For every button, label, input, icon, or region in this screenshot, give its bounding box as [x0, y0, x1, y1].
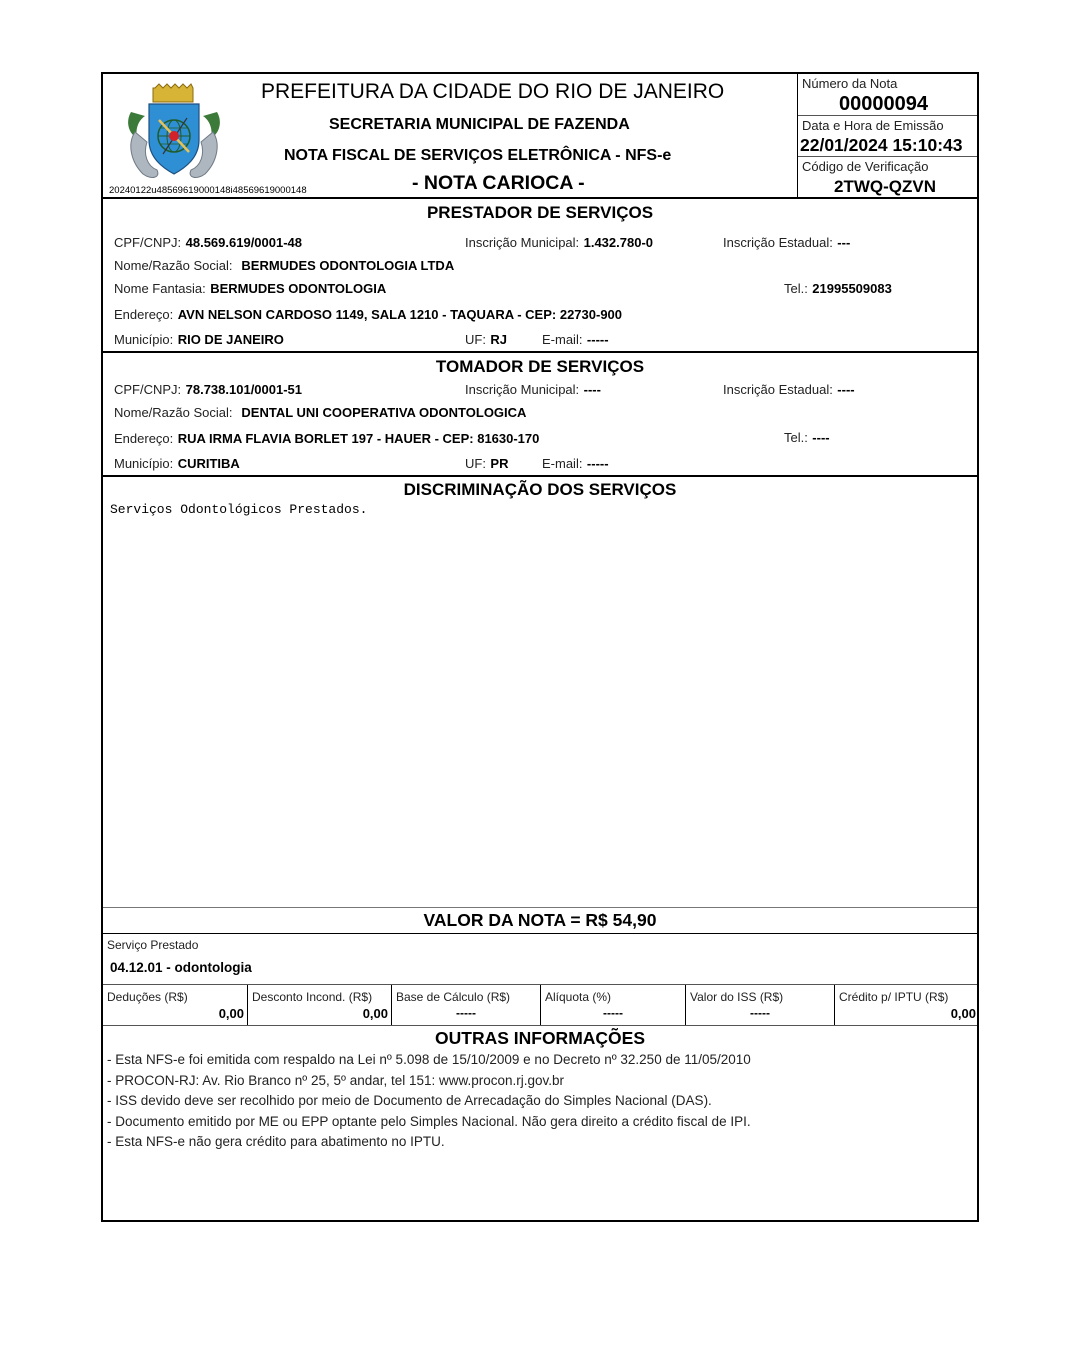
- divider: [798, 115, 977, 116]
- tributo-desconto: [248, 985, 391, 1025]
- info-line: - ISS devido deve ser recolhido por meio de Documento de Arrecadação do Simples Nacional (DAS).: [107, 1093, 712, 1108]
- label: E-mail:: [542, 456, 583, 471]
- label: Município:: [114, 456, 174, 471]
- label: Tel.:: [784, 430, 808, 445]
- secretaria-title: SECRETARIA MUNICIPAL DE FAZENDA: [329, 116, 630, 133]
- label: Inscrição Estadual:: [723, 382, 833, 397]
- info-line: - Documento emitido por ME ou EPP optante pelo Simples Nacional. Não gera direito a crédito fiscal de IPI.: [107, 1114, 751, 1129]
- divider: [103, 475, 977, 477]
- verificacao-label: Código de Verificação: [802, 159, 929, 174]
- prestador-email: -----: [586, 332, 609, 347]
- prestador-cnpj: 48.569.619/0001-48: [185, 235, 303, 250]
- divider: [103, 1025, 977, 1026]
- divider: [103, 351, 977, 353]
- tributo-valor-iss: [686, 985, 834, 1025]
- numero-label: Número da Nota: [802, 76, 898, 91]
- tributo-deducoes: [103, 985, 247, 1025]
- servico-value: 04.12.01 - odontologia: [110, 960, 252, 975]
- tributo-credito-iptu: [835, 985, 977, 1025]
- label: Nome Fantasia:: [114, 281, 206, 296]
- tomador-email: -----: [586, 456, 609, 471]
- prestador-im: 1.432.780-0: [583, 235, 654, 250]
- value: 0,00: [950, 1006, 976, 1021]
- value: -----: [603, 1006, 623, 1020]
- divider: [797, 74, 798, 198]
- tomador-endereco: RUA IRMA FLAVIA BORLET 197 - HAUER - CEP: 81630-170: [177, 431, 540, 446]
- label: CPF/CNPJ:: [114, 382, 182, 397]
- section-title: DISCRIMINAÇÃO DOS SERVIÇOS: [403, 480, 677, 499]
- label: Inscrição Municipal:: [465, 382, 580, 397]
- info-line: - PROCON-RJ: Av. Rio Branco nº 25, 5º andar, tel 151: www.procon.rj.gov.br: [107, 1073, 565, 1088]
- info-line: - Esta NFS-e não gera crédito para abatimento no IPTU.: [107, 1134, 445, 1149]
- tributo-base-calculo: [392, 985, 540, 1025]
- tomador-municipio: CURITIBA: [177, 456, 240, 471]
- tomador-tel: ----: [812, 430, 830, 445]
- value: -----: [750, 1006, 770, 1020]
- label: Crédito p/ IPTU (R$): [839, 990, 949, 1004]
- tomador-uf: PR: [490, 456, 509, 471]
- label: Base de Cálculo (R$): [396, 990, 511, 1004]
- label: Nome/Razão Social:: [114, 258, 233, 273]
- divider: [798, 156, 977, 157]
- emissao-value: 22/01/2024 15:10:43: [800, 135, 963, 155]
- tomador-im: ----: [583, 382, 601, 397]
- label: Inscrição Municipal:: [465, 235, 580, 250]
- section-title: TOMADOR DE SERVIÇOS: [435, 357, 645, 376]
- divider: [103, 197, 977, 199]
- label: Nome/Razão Social:: [114, 405, 233, 420]
- prestador-tel: 21995509083: [812, 281, 892, 296]
- prestador-ie: ---: [837, 235, 851, 250]
- label: Tel.:: [784, 281, 808, 296]
- label: Alíquota (%): [545, 990, 612, 1004]
- prestador-razao-social: BERMUDES ODONTOLOGIA LTDA: [241, 258, 455, 273]
- prestador-endereco: AVN NELSON CARDOSO 1149, SALA 1210 - TAQUARA - CEP: 22730-900: [177, 307, 623, 322]
- tributo-aliquota: [541, 985, 685, 1025]
- label: Desconto Incond. (R$): [252, 990, 373, 1004]
- label: Endereço:: [114, 307, 174, 322]
- label: Deduções (R$): [107, 990, 188, 1004]
- value: 0,00: [218, 1006, 244, 1021]
- prestador-uf: RJ: [490, 332, 508, 347]
- value: 0,00: [362, 1006, 388, 1021]
- servico-label: Serviço Prestado: [107, 938, 199, 952]
- doc-type-title: NOTA FISCAL DE SERVIÇOS ELETRÔNICA - NFS-e: [284, 147, 672, 164]
- tomador-cnpj: 78.738.101/0001-51: [185, 382, 303, 397]
- label: Endereço:: [114, 431, 174, 446]
- valor-da-nota: VALOR DA NOTA = R$ 54,90: [423, 910, 657, 930]
- label: Valor do ISS (R$): [690, 990, 784, 1004]
- prestador-municipio: RIO DE JANEIRO: [177, 332, 284, 347]
- label: UF:: [465, 332, 486, 347]
- label: Município:: [114, 332, 174, 347]
- section-title: PRESTADOR DE SERVIÇOS: [426, 203, 654, 222]
- label: CPF/CNPJ:: [114, 235, 182, 250]
- section-title: OUTRAS INFORMAÇÕES: [435, 1028, 645, 1048]
- prestador-nome-fantasia: BERMUDES ODONTOLOGIA: [210, 281, 387, 296]
- label: E-mail:: [542, 332, 583, 347]
- tomador-ie: ----: [837, 382, 855, 397]
- emissao-label: Data e Hora de Emissão: [802, 118, 944, 133]
- info-line: - Esta NFS-e foi emitida com respaldo na Lei nº 5.098 de 15/10/2009 e no Decreto nº 32.250 de 11/05/2010: [107, 1052, 751, 1067]
- nfse-document: [101, 72, 979, 1222]
- divider: [103, 933, 977, 934]
- city-hall-title: PREFEITURA DA CIDADE DO RIO DE JANEIRO: [261, 80, 725, 103]
- value: -----: [456, 1006, 476, 1020]
- nota-carioca-title: - NOTA CARIOCA -: [412, 172, 585, 194]
- label: UF:: [465, 456, 486, 471]
- discriminacao-text: Serviços Odontológicos Prestados.: [110, 502, 368, 517]
- divider: [103, 907, 977, 908]
- verificacao-value: 2TWQ-QZVN: [834, 177, 936, 196]
- label: Inscrição Estadual:: [723, 235, 833, 250]
- barcode-text: 20240122u48569619000148i48569619000148: [109, 185, 307, 196]
- coat-of-arms-icon: [121, 82, 227, 184]
- numero-value: 00000094: [839, 93, 928, 115]
- tomador-razao-social: DENTAL UNI COOPERATIVA ODONTOLOGICA: [241, 405, 527, 420]
